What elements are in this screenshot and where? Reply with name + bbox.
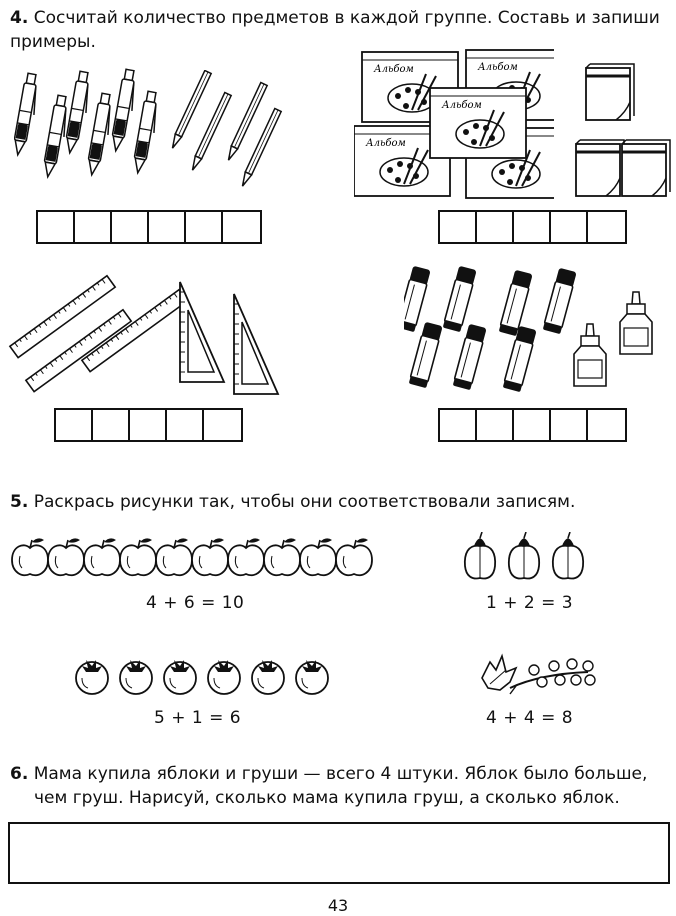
task-6-heading — [10, 762, 670, 810]
rulers-triangles-illustration — [8, 268, 288, 398]
peppers-illustration[interactable] — [458, 532, 588, 582]
answer-cell[interactable] — [514, 212, 551, 242]
task-4-number: 4. — [10, 8, 29, 28]
answer-cell[interactable] — [551, 212, 588, 242]
task-6-text-line-2: чем груш. Нарисуй, сколько мама купила груш, а сколько яблок. — [34, 788, 620, 808]
album-label: Альбом — [366, 138, 406, 149]
answer-cell[interactable] — [223, 212, 260, 242]
equation-berries: 4 + 4 = 8 — [486, 708, 574, 728]
answer-boxes-pens-pencils — [36, 210, 262, 244]
tomatoes-illustration[interactable] — [72, 650, 332, 696]
task-6-number: 6. — [10, 764, 29, 784]
equation-peppers: 1 + 2 = 3 — [486, 593, 574, 613]
answer-cell[interactable] — [130, 410, 167, 440]
answer-cell[interactable] — [551, 410, 588, 440]
equation-tomatoes: 5 + 1 = 6 — [154, 708, 242, 728]
answer-cell[interactable] — [477, 410, 514, 440]
answer-cell[interactable] — [56, 410, 93, 440]
answer-cell[interactable] — [167, 410, 204, 440]
answer-cell[interactable] — [186, 212, 223, 242]
answer-cell[interactable] — [204, 410, 241, 440]
answer-cell[interactable] — [588, 410, 625, 440]
glue-illustration — [404, 264, 664, 394]
album-label: Альбом — [374, 64, 414, 75]
task-5-heading — [10, 490, 670, 514]
equation-apples: 4 + 6 = 10 — [146, 593, 245, 613]
answer-cell[interactable] — [440, 410, 477, 440]
task-5-number: 5. — [10, 492, 29, 512]
task-4-heading — [10, 6, 670, 54]
albums-illustration — [354, 46, 554, 206]
apples-illustration[interactable] — [8, 534, 378, 582]
album-label: Альбом — [478, 62, 518, 73]
pens-illustration — [14, 68, 164, 198]
answer-cell[interactable] — [440, 212, 477, 242]
answer-cell[interactable] — [75, 212, 112, 242]
answer-cell[interactable] — [38, 212, 75, 242]
album-label: Альбом — [442, 100, 482, 111]
task-6-text-line-1: Мама купила яблоки и груши — всего 4 штуки. Яблок было больше, — [33, 764, 648, 784]
answer-boxes-rulers-triangles — [54, 408, 243, 442]
pencils-illustration — [168, 70, 288, 200]
answer-cell[interactable] — [514, 410, 551, 440]
answer-cell[interactable] — [93, 410, 130, 440]
answer-boxes-glue — [438, 408, 627, 442]
answer-cell[interactable] — [477, 212, 514, 242]
answer-cell[interactable] — [112, 212, 149, 242]
answer-cell[interactable] — [149, 212, 186, 242]
task-4-text: Сосчитай количество предметов в каждой группе. Составь и запиши примеры. — [10, 8, 660, 52]
page-number: 43 — [327, 896, 349, 915]
answer-cell[interactable] — [588, 212, 625, 242]
drawing-answer-box[interactable] — [8, 822, 670, 884]
berries-branch-illustration[interactable] — [470, 648, 600, 698]
notepads-illustration — [568, 56, 672, 206]
task-5-text: Раскрась рисунки так, чтобы они соответствовали записям. — [33, 492, 576, 512]
answer-boxes-albums-notepads — [438, 210, 627, 244]
task-6-line-1 — [10, 762, 670, 786]
